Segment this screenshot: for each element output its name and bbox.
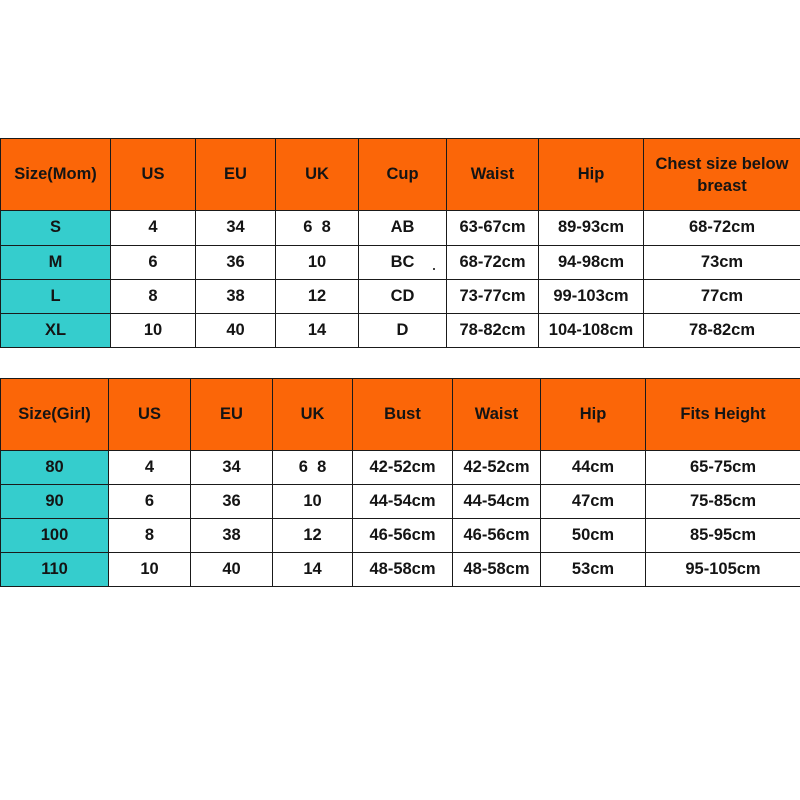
stray-dot: [433, 268, 435, 270]
hip-cell: 44cm: [541, 451, 646, 485]
size-cell: XL: [1, 313, 111, 347]
hip-cell: 47cm: [541, 485, 646, 519]
size-cell: 80: [1, 451, 109, 485]
eu-cell: 40: [191, 553, 273, 587]
mom-header-uk: UK: [276, 139, 359, 211]
bust-cell: 44-54cm: [353, 485, 453, 519]
waist-cell: 73-77cm: [447, 279, 539, 313]
mom-size-table: [0, 138, 800, 348]
us-cell: 4: [111, 211, 196, 245]
size-cell: 100: [1, 519, 109, 553]
mom-header-size: Size(Mom): [1, 139, 111, 211]
cup-cell: CD: [359, 279, 447, 313]
mom-header-chest: Chest size below breast: [644, 139, 800, 211]
hip-cell: 89-93cm: [539, 211, 644, 245]
mom-header-waist: Waist: [447, 139, 539, 211]
waist-cell: 46-56cm: [453, 519, 541, 553]
size-cell: M: [1, 245, 111, 279]
uk-cell: 10: [273, 485, 353, 519]
size-cell: 110: [1, 553, 109, 587]
chest-cell: 78-82cm: [644, 313, 800, 347]
table-row: [1, 519, 800, 553]
height-cell: 65-75cm: [646, 451, 800, 485]
hip-cell: 104-108cm: [539, 313, 644, 347]
hip-cell: 53cm: [541, 553, 646, 587]
eu-cell: 34: [196, 211, 276, 245]
hip-cell: 94-98cm: [539, 245, 644, 279]
chest-cell: 77cm: [644, 279, 800, 313]
waist-cell: 68-72cm: [447, 245, 539, 279]
size-cell: S: [1, 211, 111, 245]
girl-header-bust: Bust: [353, 379, 453, 451]
uk-cell: 14: [276, 313, 359, 347]
mom-table-header-row: [1, 139, 800, 211]
uk-cell: 6 8: [273, 451, 353, 485]
bust-cell: 48-58cm: [353, 553, 453, 587]
cup-cell: BC: [359, 245, 447, 279]
eu-cell: 38: [191, 519, 273, 553]
hip-cell: 99-103cm: [539, 279, 644, 313]
bust-cell: 46-56cm: [353, 519, 453, 553]
eu-cell: 34: [191, 451, 273, 485]
eu-cell: 38: [196, 279, 276, 313]
uk-cell: 6 8: [276, 211, 359, 245]
mom-header-cup: Cup: [359, 139, 447, 211]
us-cell: 6: [109, 485, 191, 519]
chest-cell: 68-72cm: [644, 211, 800, 245]
table-row: [1, 485, 800, 519]
height-cell: 85-95cm: [646, 519, 800, 553]
us-cell: 4: [109, 451, 191, 485]
girl-header-size: Size(Girl): [1, 379, 109, 451]
eu-cell: 36: [191, 485, 273, 519]
waist-cell: 42-52cm: [453, 451, 541, 485]
table-row: [1, 279, 800, 313]
girl-size-table: [0, 378, 800, 587]
eu-cell: 40: [196, 313, 276, 347]
mom-header-eu: EU: [196, 139, 276, 211]
size-cell: L: [1, 279, 111, 313]
girl-header-height: Fits Height: [646, 379, 800, 451]
us-cell: 10: [111, 313, 196, 347]
mom-header-hip: Hip: [539, 139, 644, 211]
girl-table-header-row: [1, 379, 800, 451]
waist-cell: 48-58cm: [453, 553, 541, 587]
table-row: [1, 245, 800, 279]
cup-cell: D: [359, 313, 447, 347]
girl-header-waist: Waist: [453, 379, 541, 451]
eu-cell: 36: [196, 245, 276, 279]
girl-header-us: US: [109, 379, 191, 451]
cup-cell: AB: [359, 211, 447, 245]
uk-cell: 12: [273, 519, 353, 553]
bust-cell: 42-52cm: [353, 451, 453, 485]
hip-cell: 50cm: [541, 519, 646, 553]
us-cell: 6: [111, 245, 196, 279]
us-cell: 8: [111, 279, 196, 313]
waist-cell: 44-54cm: [453, 485, 541, 519]
waist-cell: 63-67cm: [447, 211, 539, 245]
us-cell: 8: [109, 519, 191, 553]
height-cell: 95-105cm: [646, 553, 800, 587]
chest-cell: 73cm: [644, 245, 800, 279]
height-cell: 75-85cm: [646, 485, 800, 519]
us-cell: 10: [109, 553, 191, 587]
table-row: [1, 451, 800, 485]
table-row: [1, 553, 800, 587]
girl-header-uk: UK: [273, 379, 353, 451]
uk-cell: 12: [276, 279, 359, 313]
table-row: [1, 211, 800, 245]
uk-cell: 14: [273, 553, 353, 587]
waist-cell: 78-82cm: [447, 313, 539, 347]
girl-header-hip: Hip: [541, 379, 646, 451]
girl-header-eu: EU: [191, 379, 273, 451]
table-row: [1, 313, 800, 347]
uk-cell: 10: [276, 245, 359, 279]
mom-header-us: US: [111, 139, 196, 211]
size-cell: 90: [1, 485, 109, 519]
